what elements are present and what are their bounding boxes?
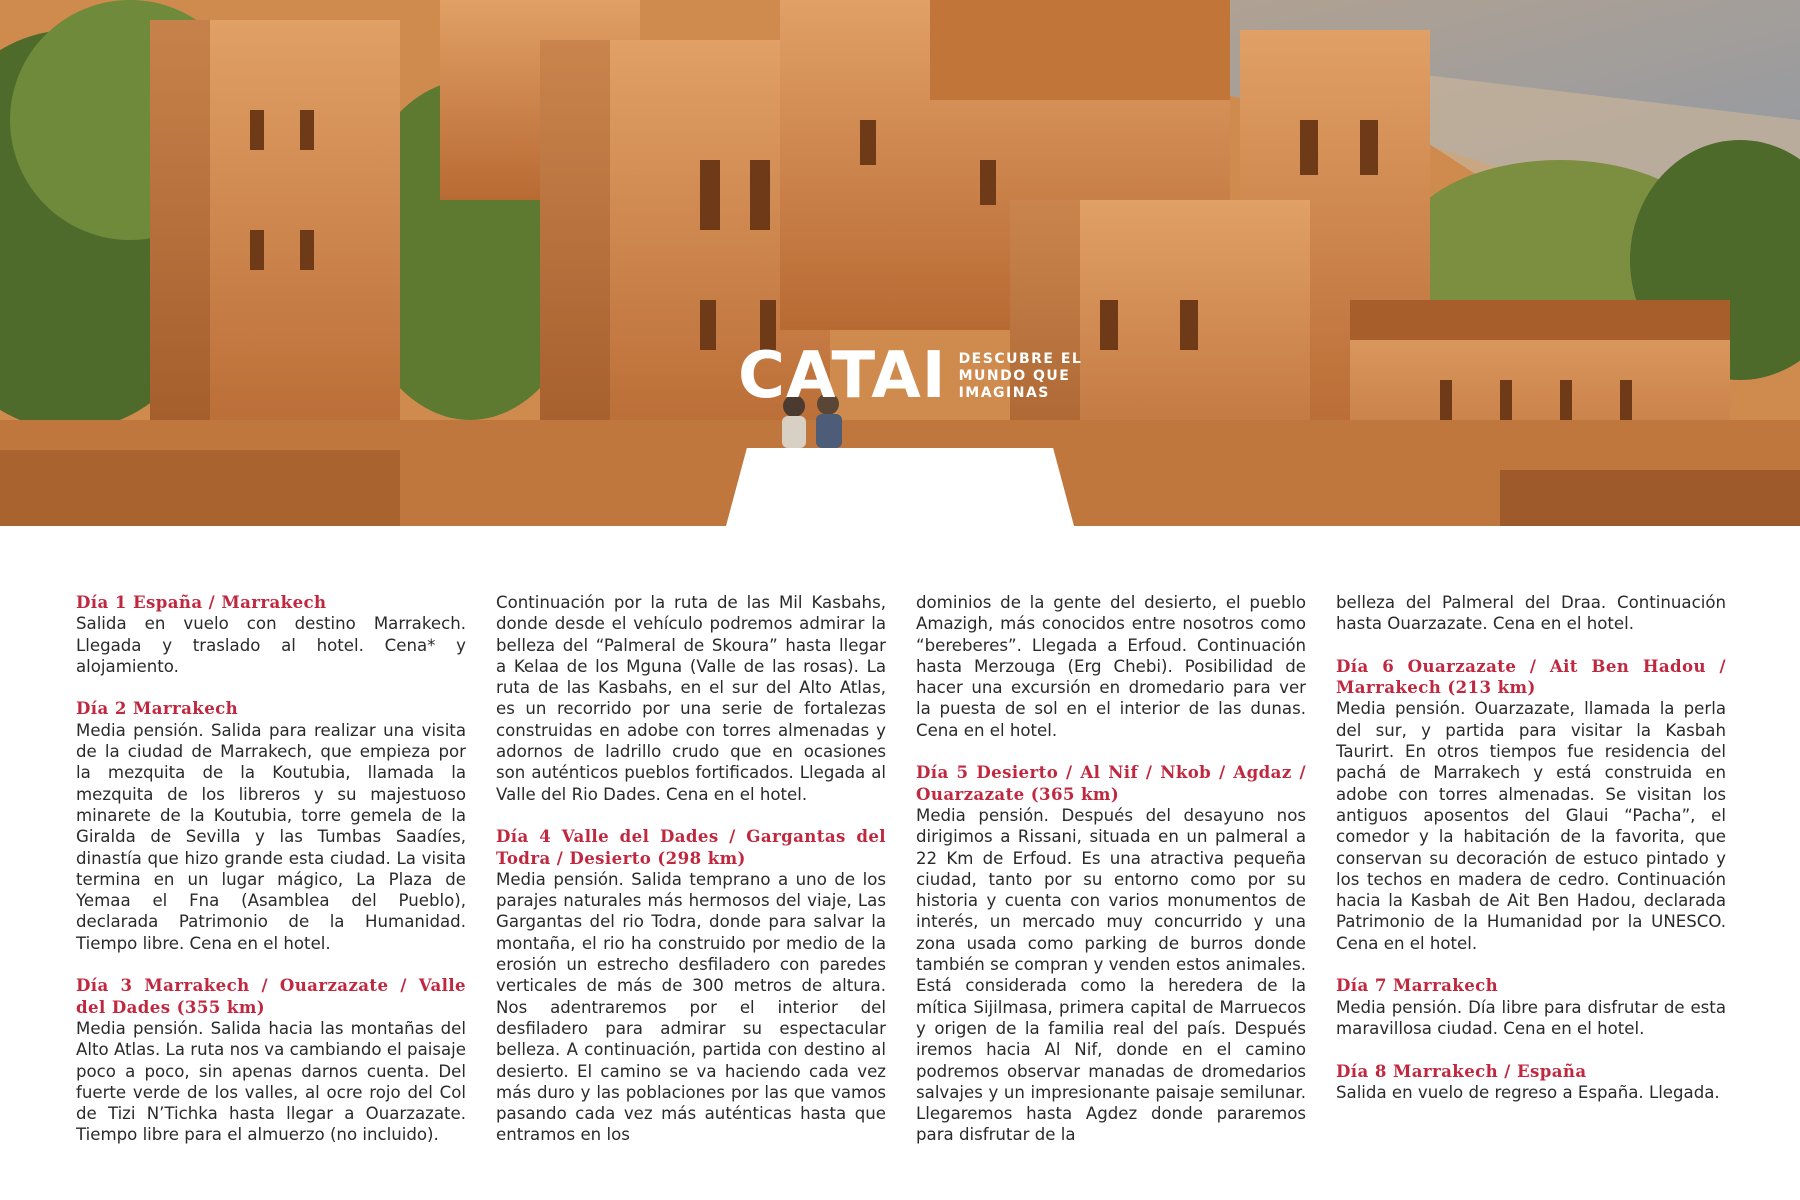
day-title: Día 5 Desierto / Al Nif / Nkob / Agdaz / Ouarzazate (365 km) (916, 762, 1306, 804)
hero-photo (0, 0, 1800, 526)
day-title: Día 2 Marrakech (76, 698, 239, 719)
day-block (76, 975, 466, 1145)
day-description: Salida en vuelo con destino Marrakech. Llegada y traslado al hotel. Cena* y alojamiento. (76, 614, 466, 676)
continued-text: belleza del Palmeral del Draa. Continuación hasta Ouarzazate. Cena en el hotel. (1336, 593, 1726, 634)
hero-white-tab (726, 448, 1074, 526)
day-description: Media pensión. Después del desayuno nos dirigimos a Rissani, situada en un palmeral a 22 Km de Erfoud. Es una atractiva pequeña ciudad, tanto por su entorno como por su historia y cuenta con varios monumentos de interés, un mercado muy concurrido y una zona usada como parking de burros donde también se compran y venden estos animales. Está considerada como la heredera de la mítica Sijilmasa, primera capital de Marruecos y origen de la familia real del país. Después iremos hacia Al Nif, donde en el camino podremos observar manadas de dromedarios salvajes y un impresionante paisaje semilunar. Llegaremos hasta Agdez donde pararemos para disfrutar de la (916, 805, 1306, 1145)
day-description: Media pensión. Salida temprano a uno de los parajes naturales más hermosos del viaje, Las Gargantas del rio Todra, donde para salvar la montaña, el rio ha construido por medio de la erosión un estrecho desfiladero con paredes verticales de más de 300 metros de altura. Nos adentraremos por el interior del desfiladero para admirar su espectacular belleza. A continuación, partida con destino al desierto. El camino se va haciendo cada vez más duro y las poblaciones por las que vamos pasando cada vez más auténticas hasta que entramos en los (496, 869, 886, 1145)
day-title: Día 1 España / Marrakech (76, 592, 327, 612)
column-4 (1336, 592, 1726, 1152)
day-title: Día 8 Marrakech / España (1336, 1060, 1587, 1081)
day-block (1336, 656, 1726, 954)
day-description: Media pensión. Día libre para disfrutar de esta maravillosa ciudad. Cena en el hotel. (1336, 997, 1726, 1038)
day-description: Media pensión. Salida hacia las montañas del Alto Atlas. La ruta nos va cambiando el paisaje poco a poco, sin apenas darnos cuenta. Del fuerte verde de los valles, al ocre rojo del Col de Tizi N’Tichka hasta llegar a Ouarzazate. Tiempo libre para el almuerzo (no incluido). (76, 1018, 466, 1145)
day-title: Día 3 Marrakech / Ouarzazate / Valle del Dades (355 km) (76, 975, 466, 1017)
day-block (76, 698, 466, 954)
brand-name: CATAI (738, 339, 947, 413)
day-title: Día 7 Marrakech (1336, 975, 1499, 996)
kasbah-illustration (0, 0, 1800, 526)
day-block (1336, 1061, 1726, 1104)
day-title: Día 4 Valle del Dades / Gargantas del Todra / Desierto (298 km) (496, 826, 886, 868)
brand-tagline: DESCUBRE EL MUNDO QUE IMAGINAS (958, 350, 1083, 401)
day-description: Salida en vuelo de regreso a España. Llegada. (1336, 1082, 1720, 1102)
column-1 (76, 592, 466, 1152)
column-2 (496, 592, 886, 1152)
continued-text: dominios de la gente del desierto, el pueblo Amazigh, más conocidos entre nosotros como “bereberes”. Llegada a Erfoud. Continuación hasta Merzouga (Erg Chebi). Posibilidad de hacer una excursión en dromedario para ver la puesta de sol en el interior de las dunas. Cena en el hotel. (916, 593, 1306, 740)
itinerary-columns (76, 592, 1726, 1152)
day-title: Día 6 Ouarzazate / Ait Ben Hadou / Marrakech (213 km) (1336, 655, 1726, 698)
continued-text: Continuación por la ruta de las Mil Kasbahs, donde desde el vehículo podremos admirar la belleza del “Palmeral de Skoura” hasta llegar a Kelaa de los Mguna (Valle de las rosas). La ruta de las Kasbahs, en el sur del Alto Atlas, es un recorrido por una serie de fortalezas construidas en adobe con torres almenadas y adornos de ladrillo crudo que en ocasiones son auténticos pueblos fortificados. Llegada al Valle del Rio Dades. Cena en el hotel. (496, 593, 886, 804)
day-block (76, 592, 466, 677)
column-3 (916, 592, 1306, 1152)
day-description: Media pensión. Ouarzazate, llamada la perla del sur, y partida para visitar la Kasbah Taurirt. En otros tiempos fue residencia del pachá de Marrakech y está construida en adobe con torres almenadas. Se visitan los antiguos aposentos del Glaui “Pacha”, el comedor y la habitación de la favorita, que conservan su decoración de estuco pintado y los techos en madera de cedro. Continuación hacia la Kasbah de Ait Ben Hadou, declarada Patrimonio de la Humanidad por la UNESCO. Cena en el hotel. (1336, 699, 1726, 953)
brand-logo (738, 339, 1089, 413)
day-description: Media pensión. Salida para realizar una visita de la ciudad de Marrakech, que empieza por la mezquita de la Koutubia, llamada la mezquita de los libreros y su majestuoso minarete de la Koutubia, torre gemela de la Giralda de Sevilla y las Tumbas Saadíes, dinastía que hizo grande esta ciudad. La visita termina en un lugar mágico, La Plaza de Yemaa el Fna (Asamblea del Pueblo), declarada Patrimonio de la Humanidad. Tiempo libre. Cena en el hotel. (76, 720, 466, 953)
day-block (496, 826, 886, 1145)
day-block (1336, 975, 1726, 1039)
day-block (916, 762, 1306, 1145)
